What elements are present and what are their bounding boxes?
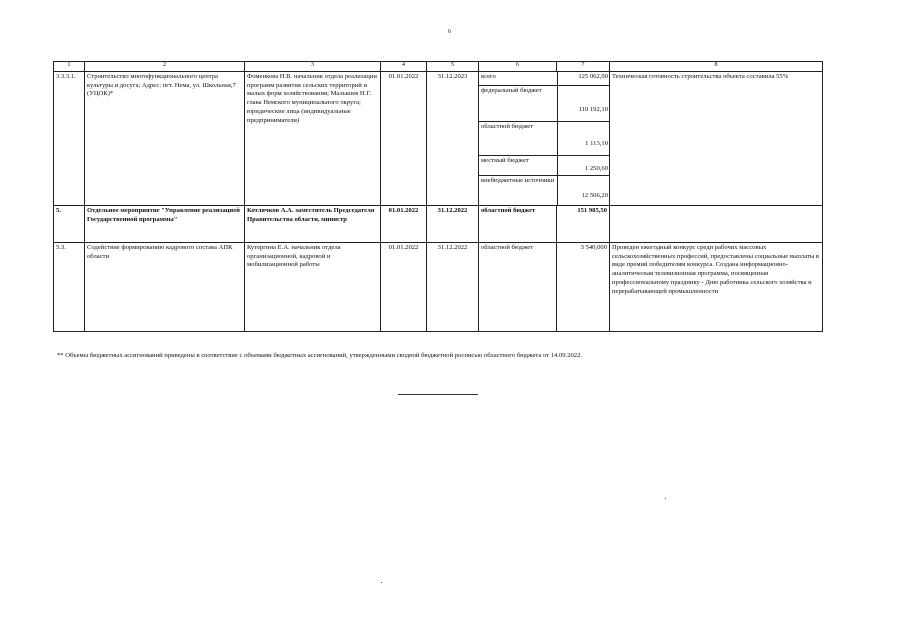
row-id: 5. [54, 206, 85, 243]
row-source: областной бюджет [479, 206, 557, 243]
column-header: 1 [54, 62, 85, 72]
row-name: Содействие формированию кадрового состава АПК области [85, 243, 245, 332]
row-end-date: 31.12.2022 [427, 206, 479, 243]
scan-speck [665, 498, 666, 499]
column-header: 4 [381, 62, 427, 72]
column-header: 2 [85, 62, 245, 72]
column-header: 3 [245, 62, 381, 72]
source-amount: 1 113,10 [557, 121, 610, 155]
source-name: областной бюджет [479, 121, 557, 155]
funding-row [479, 121, 610, 155]
footnote: ** Объемы бюджетных ассигнований приведены в соответствие с объемами бюджетных ассигнований, утвержденными сводной бюджетной росписью областного бюджета от 14.09.2022. [57, 352, 583, 359]
row-start-date: 01.01.2022 [381, 206, 427, 243]
source-name: всего [479, 72, 557, 85]
program-table [53, 61, 823, 332]
column-header: 8 [610, 62, 823, 72]
source-name: федеральный бюджет [479, 85, 557, 121]
row-start-date: 01.01.2022 [381, 243, 427, 332]
table-header-row [54, 62, 823, 72]
funding-sources [479, 72, 610, 206]
row-source: областной бюджет [479, 243, 557, 332]
row-result: Проведен ежегодный конкурс среди рабочих массовых сельскохозяйственных профессий, предоставлены социальные выплаты в виде премий победителям конкурса. Создана информационно-аналитическая телевизионная программа, посвященная профессиональному празднику - Дню работника сельского хозяйства и перерабатывающей промышленности [610, 243, 823, 332]
row-end-date: 31.12.2022 [427, 243, 479, 332]
table-row [54, 243, 823, 332]
funding-row [479, 175, 610, 205]
source-amount: 12 506,20 [581, 192, 608, 200]
table-row [54, 206, 823, 243]
row-amount: 3 540,000 [557, 243, 610, 332]
scan-speck [381, 582, 382, 583]
row-result: Техническая готовность строительства объекта составила 55% [610, 72, 823, 206]
row-name: Строительство многофункционального центра культуры и досуга; Адрес: пгт. Нема, ул. Школьная,7 (УЦОК)* [85, 72, 245, 206]
row-id: 5.3. [54, 243, 85, 332]
funding-row [479, 85, 610, 121]
column-header: 6 [479, 62, 557, 72]
row-id: 3.3.3.1. [54, 72, 85, 206]
source-amount: 110 192,10 [557, 85, 610, 121]
row-start-date: 01.01.2022 [381, 72, 427, 206]
row-name: Отдельное мероприятие "Управление реализацией Государственной программы" [85, 206, 245, 243]
row-responsible: Фоменкова Н.В. начальник отдела реализации программ развития сельских территорий и малых форм хозяйствования; Малышев Н.Г. глава Немского муниципального округа; юридические лица (индивидуальные предприниматели) [245, 72, 381, 206]
row-responsible: Котлячков А.А. заместитель Председателя Правительства области, министр [245, 206, 381, 243]
page-number: 6 [448, 29, 451, 35]
funding-row [479, 72, 610, 85]
source-amount: 125 062,00 [557, 72, 610, 85]
source-name: внебюджетные источники [479, 175, 557, 205]
funding-table [479, 72, 610, 205]
row-end-date: 31.12.2023 [427, 72, 479, 206]
source-amount: 1 250,60 [557, 156, 610, 176]
separator-line [398, 394, 478, 395]
column-header: 5 [427, 62, 479, 72]
table-row [54, 72, 823, 206]
row-responsible: Кутергина Е.А. начальник отдела организационной, кадровой и мобилизационной работы [245, 243, 381, 332]
source-name: местный бюджет [479, 156, 557, 176]
row-amount: 151 985,50 [557, 206, 610, 243]
funding-row [479, 156, 610, 176]
column-header: 7 [557, 62, 610, 72]
row-result [610, 206, 823, 243]
